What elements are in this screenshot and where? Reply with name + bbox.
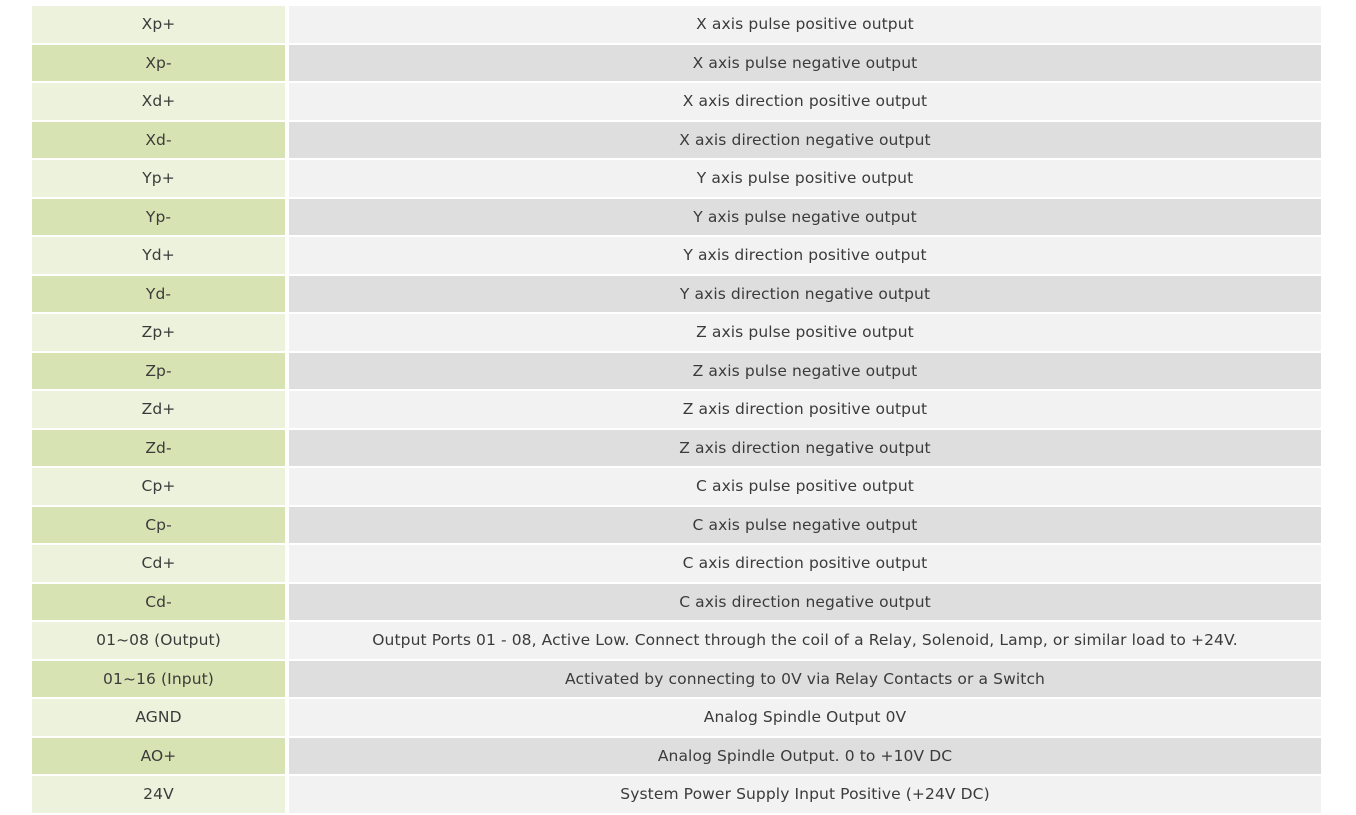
table-row — [32, 353, 1321, 392]
pin-description-cell: Y axis direction positive output — [289, 237, 1321, 276]
pin-label-cell: Yp- — [32, 199, 289, 238]
pin-label-cell: Zp+ — [32, 314, 289, 353]
table-row — [32, 430, 1321, 469]
pin-description-cell: Z axis pulse positive output — [289, 314, 1321, 353]
pin-label-cell: Yp+ — [32, 160, 289, 199]
table-row — [32, 45, 1321, 84]
pin-description-cell: C axis pulse positive output — [289, 468, 1321, 507]
pin-label-cell: AGND — [32, 699, 289, 738]
pin-label-cell: Cd- — [32, 584, 289, 623]
pin-label-cell: Zp- — [32, 353, 289, 392]
pin-label-cell: 24V — [32, 776, 289, 815]
pin-label-cell: 01~08 (Output) — [32, 622, 289, 661]
table-row — [32, 391, 1321, 430]
table-row — [32, 314, 1321, 353]
table-row — [32, 6, 1321, 45]
pin-label-cell: Xp- — [32, 45, 289, 84]
pin-description-cell: X axis pulse positive output — [289, 6, 1321, 45]
table-row — [32, 160, 1321, 199]
pin-description-cell: Z axis direction negative output — [289, 430, 1321, 469]
pin-description-cell: X axis pulse negative output — [289, 45, 1321, 84]
pin-label-cell: Zd- — [32, 430, 289, 469]
table-row — [32, 122, 1321, 161]
table-row — [32, 276, 1321, 315]
table-row — [32, 507, 1321, 546]
table-row — [32, 237, 1321, 276]
table-row — [32, 199, 1321, 238]
pin-description-cell: C axis pulse negative output — [289, 507, 1321, 546]
pin-description-cell: Y axis pulse negative output — [289, 199, 1321, 238]
pin-label-cell: Xd+ — [32, 83, 289, 122]
table-row — [32, 545, 1321, 584]
pin-description-cell: Analog Spindle Output. 0 to +10V DC — [289, 738, 1321, 777]
table-row — [32, 699, 1321, 738]
pin-description-cell: Analog Spindle Output 0V — [289, 699, 1321, 738]
pin-description-cell: Y axis pulse positive output — [289, 160, 1321, 199]
table-row — [32, 738, 1321, 777]
pin-label-cell: AO+ — [32, 738, 289, 777]
pin-label-cell: Xd- — [32, 122, 289, 161]
table-row — [32, 776, 1321, 815]
table-row — [32, 622, 1321, 661]
pin-label-cell: Cp+ — [32, 468, 289, 507]
pin-description-cell: C axis direction negative output — [289, 584, 1321, 623]
pin-description-cell: X axis direction negative output — [289, 122, 1321, 161]
pin-label-cell: Xp+ — [32, 6, 289, 45]
pin-description-table — [32, 6, 1321, 815]
pin-label-cell: Yd+ — [32, 237, 289, 276]
table-row — [32, 83, 1321, 122]
pin-label-cell: Cd+ — [32, 545, 289, 584]
pin-description-cell: Z axis direction positive output — [289, 391, 1321, 430]
pin-table-body — [32, 6, 1321, 815]
pin-label-cell: Cp- — [32, 507, 289, 546]
pin-description-cell: C axis direction positive output — [289, 545, 1321, 584]
pin-label-cell: 01~16 (Input) — [32, 661, 289, 700]
pin-label-cell: Zd+ — [32, 391, 289, 430]
table-row — [32, 468, 1321, 507]
pin-label-cell: Yd- — [32, 276, 289, 315]
pin-description-cell: Z axis pulse negative output — [289, 353, 1321, 392]
table-row — [32, 661, 1321, 700]
pin-description-cell: Activated by connecting to 0V via Relay Contacts or a Switch — [289, 661, 1321, 700]
pin-description-cell: System Power Supply Input Positive (+24V DC) — [289, 776, 1321, 815]
table-row — [32, 584, 1321, 623]
pin-description-cell: X axis direction positive output — [289, 83, 1321, 122]
pin-description-cell: Output Ports 01 - 08, Active Low. Connect through the coil of a Relay, Solenoid, Lamp, or similar load to +24V. — [289, 622, 1321, 661]
pin-description-cell: Y axis direction negative output — [289, 276, 1321, 315]
